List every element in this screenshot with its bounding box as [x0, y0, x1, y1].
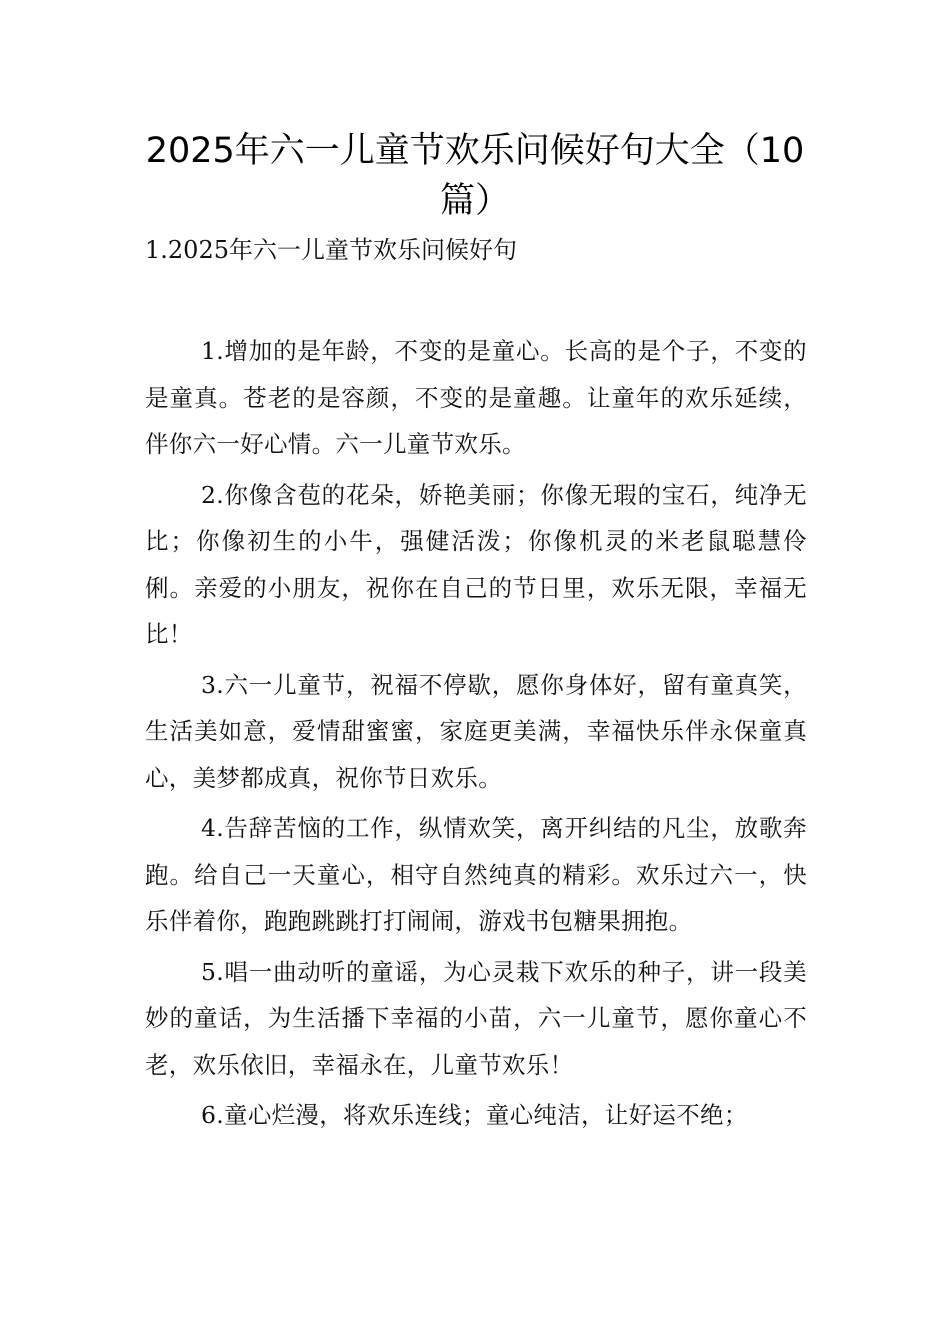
paragraph-1: 1.增加的是年龄，不变的是童心。长高的是个子，不变的是童真。苍老的是容颜，不变的是童趣。让童年的欢乐延续，伴你六一好心情。六一儿童节欢乐。 [145, 337, 807, 458]
paragraph-2: 2.你像含苞的花朵，娇艳美丽；你像无瑕的宝石，纯净无比；你像初生的小牛，强健活泼；你像机灵的米老鼠聪慧伶俐。亲爱的小朋友，祝你在自己的节日里，欢乐无限，幸福无比！ [145, 480, 807, 648]
paragraph-5: 5.唱一曲动听的童谣，为心灵栽下欢乐的种子，讲一段美妙的童话，为生活播下幸福的小苗，六一儿童节，愿你童心不老，欢乐依旧，幸福永在，儿童节欢乐！ [145, 957, 807, 1079]
paragraph-6: 6.童心烂漫，将欢乐连线；童心纯洁，让好运不绝； [201, 1101, 748, 1129]
section-heading: 1.2025年六一儿童节欢乐问候好句 [145, 236, 517, 264]
document-body [145, 328, 807, 1143]
paragraph-4: 4.告辞苦恼的工作，纵情欢笑，离开纠结的凡尘，放歌奔跑。给自己一天童心，相守自然纯真的精彩。欢乐过六一，快乐伴着你，跑跑跳跳打打闹闹，游戏书包糖果拥抱。 [145, 814, 807, 935]
document-title: 2025年六一儿童节欢乐问候好句大全（10篇） [145, 131, 805, 221]
paragraph-3: 3.六一儿童节，祝福不停歇，愿你身体好，留有童真笑，生活美如意，爱情甜蜜蜜，家庭更美满，幸福快乐伴永保童真心，美梦都成真，祝你节日欢乐。 [145, 670, 807, 792]
